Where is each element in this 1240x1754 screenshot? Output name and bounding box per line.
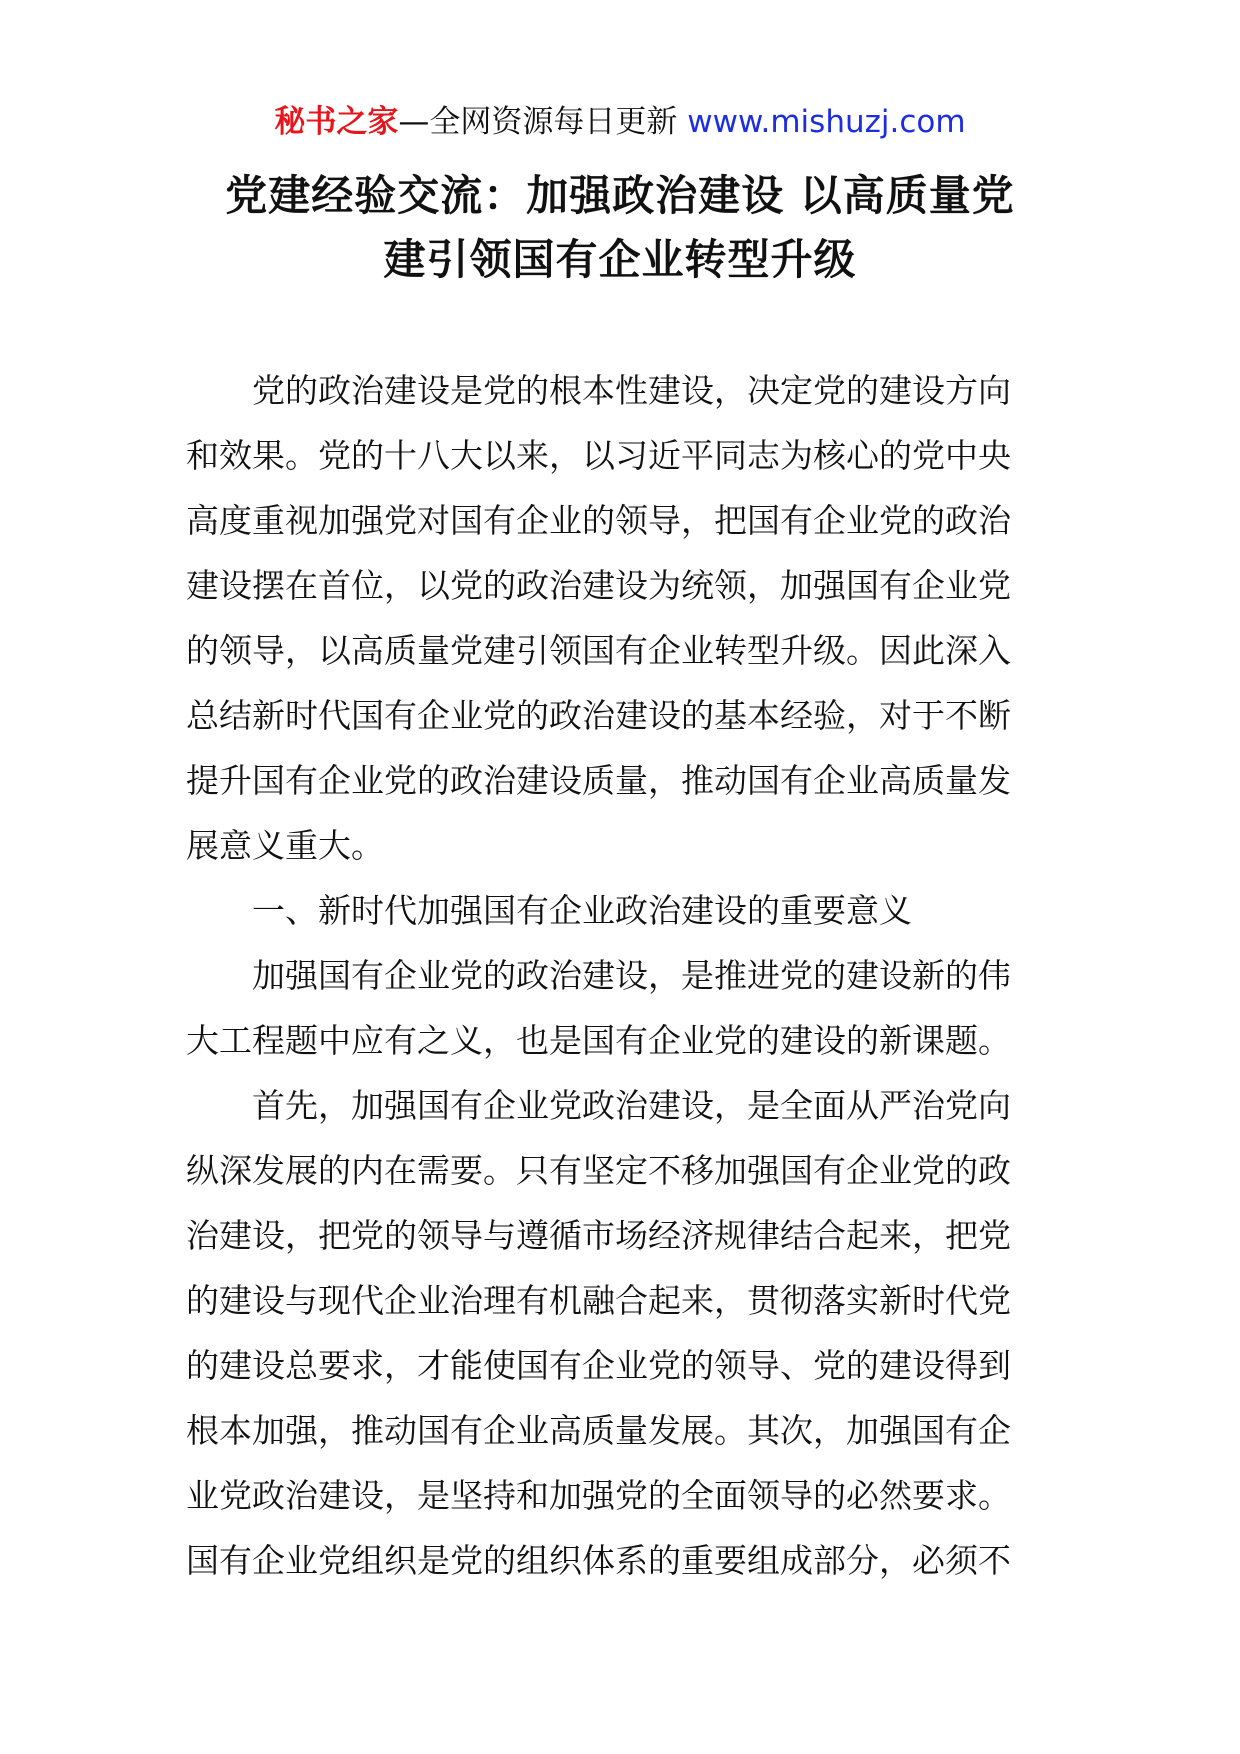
body-line: 的建设总要求，才能使国有企业党的领导、党的建设得到 bbox=[186, 1346, 1011, 1385]
body-line: 业党政治建设，是坚持和加强党的全面领导的必然要求。 bbox=[186, 1476, 1011, 1515]
body-text bbox=[186, 358, 1056, 1593]
body-line: 建设摆在首位，以党的政治建设为统领，加强国有企业党 bbox=[186, 566, 1011, 605]
body-line: 治建设，把党的领导与遵循市场经济规律结合起来，把党 bbox=[186, 1216, 1011, 1255]
body-line: 和效果。党的十八大以来，以习近平同志为核心的党中央 bbox=[186, 436, 1011, 475]
site-header bbox=[0, 102, 1240, 142]
body-line: 高度重视加强党对国有企业的领导，把国有企业党的政治 bbox=[186, 501, 1011, 540]
body-line: 的领导，以高质量党建引领国有企业转型升级。因此深入 bbox=[186, 631, 1011, 670]
body-line: 纵深发展的内在需要。只有坚定不移加强国有企业党的政 bbox=[186, 1151, 1011, 1190]
header-tagline: —全网资源每日更新 bbox=[398, 104, 688, 140]
body-line: 首先，加强国有企业党政治建设，是全面从严治党向 bbox=[186, 1086, 1011, 1125]
body-line: 国有企业党组织是党的组织体系的重要组成部分，必须不 bbox=[186, 1541, 1011, 1580]
body-line: 大工程题中应有之义，也是国有企业党的建设的新课题。 bbox=[186, 1021, 1011, 1060]
body-line: 一、新时代加强国有企业政治建设的重要意义 bbox=[186, 891, 912, 930]
body-line: 党的政治建设是党的根本性建设，决定党的建设方向 bbox=[186, 371, 1011, 410]
document-title bbox=[150, 164, 1090, 292]
body-line: 根本加强，推动国有企业高质量发展。其次，加强国有企 bbox=[186, 1411, 1011, 1450]
site-url-link[interactable]: www.mishuzj.com bbox=[687, 104, 966, 140]
body-line: 展意义重大。 bbox=[186, 826, 384, 865]
brand-name: 秘书之家 bbox=[274, 104, 399, 140]
title-line: 党建经验交流：加强政治建设 以高质量党 bbox=[225, 171, 1015, 220]
body-line: 的建设与现代企业治理有机融合起来，贯彻落实新时代党 bbox=[186, 1281, 1011, 1320]
title-line: 建引领国有企业转型升级 bbox=[383, 235, 857, 284]
body-line: 加强国有企业党的政治建设，是推进党的建设新的伟 bbox=[186, 956, 1011, 995]
body-line: 提升国有企业党的政治建设质量，推动国有企业高质量发 bbox=[186, 761, 1011, 800]
body-line: 总结新时代国有企业党的政治建设的基本经验，对于不断 bbox=[186, 696, 1011, 735]
